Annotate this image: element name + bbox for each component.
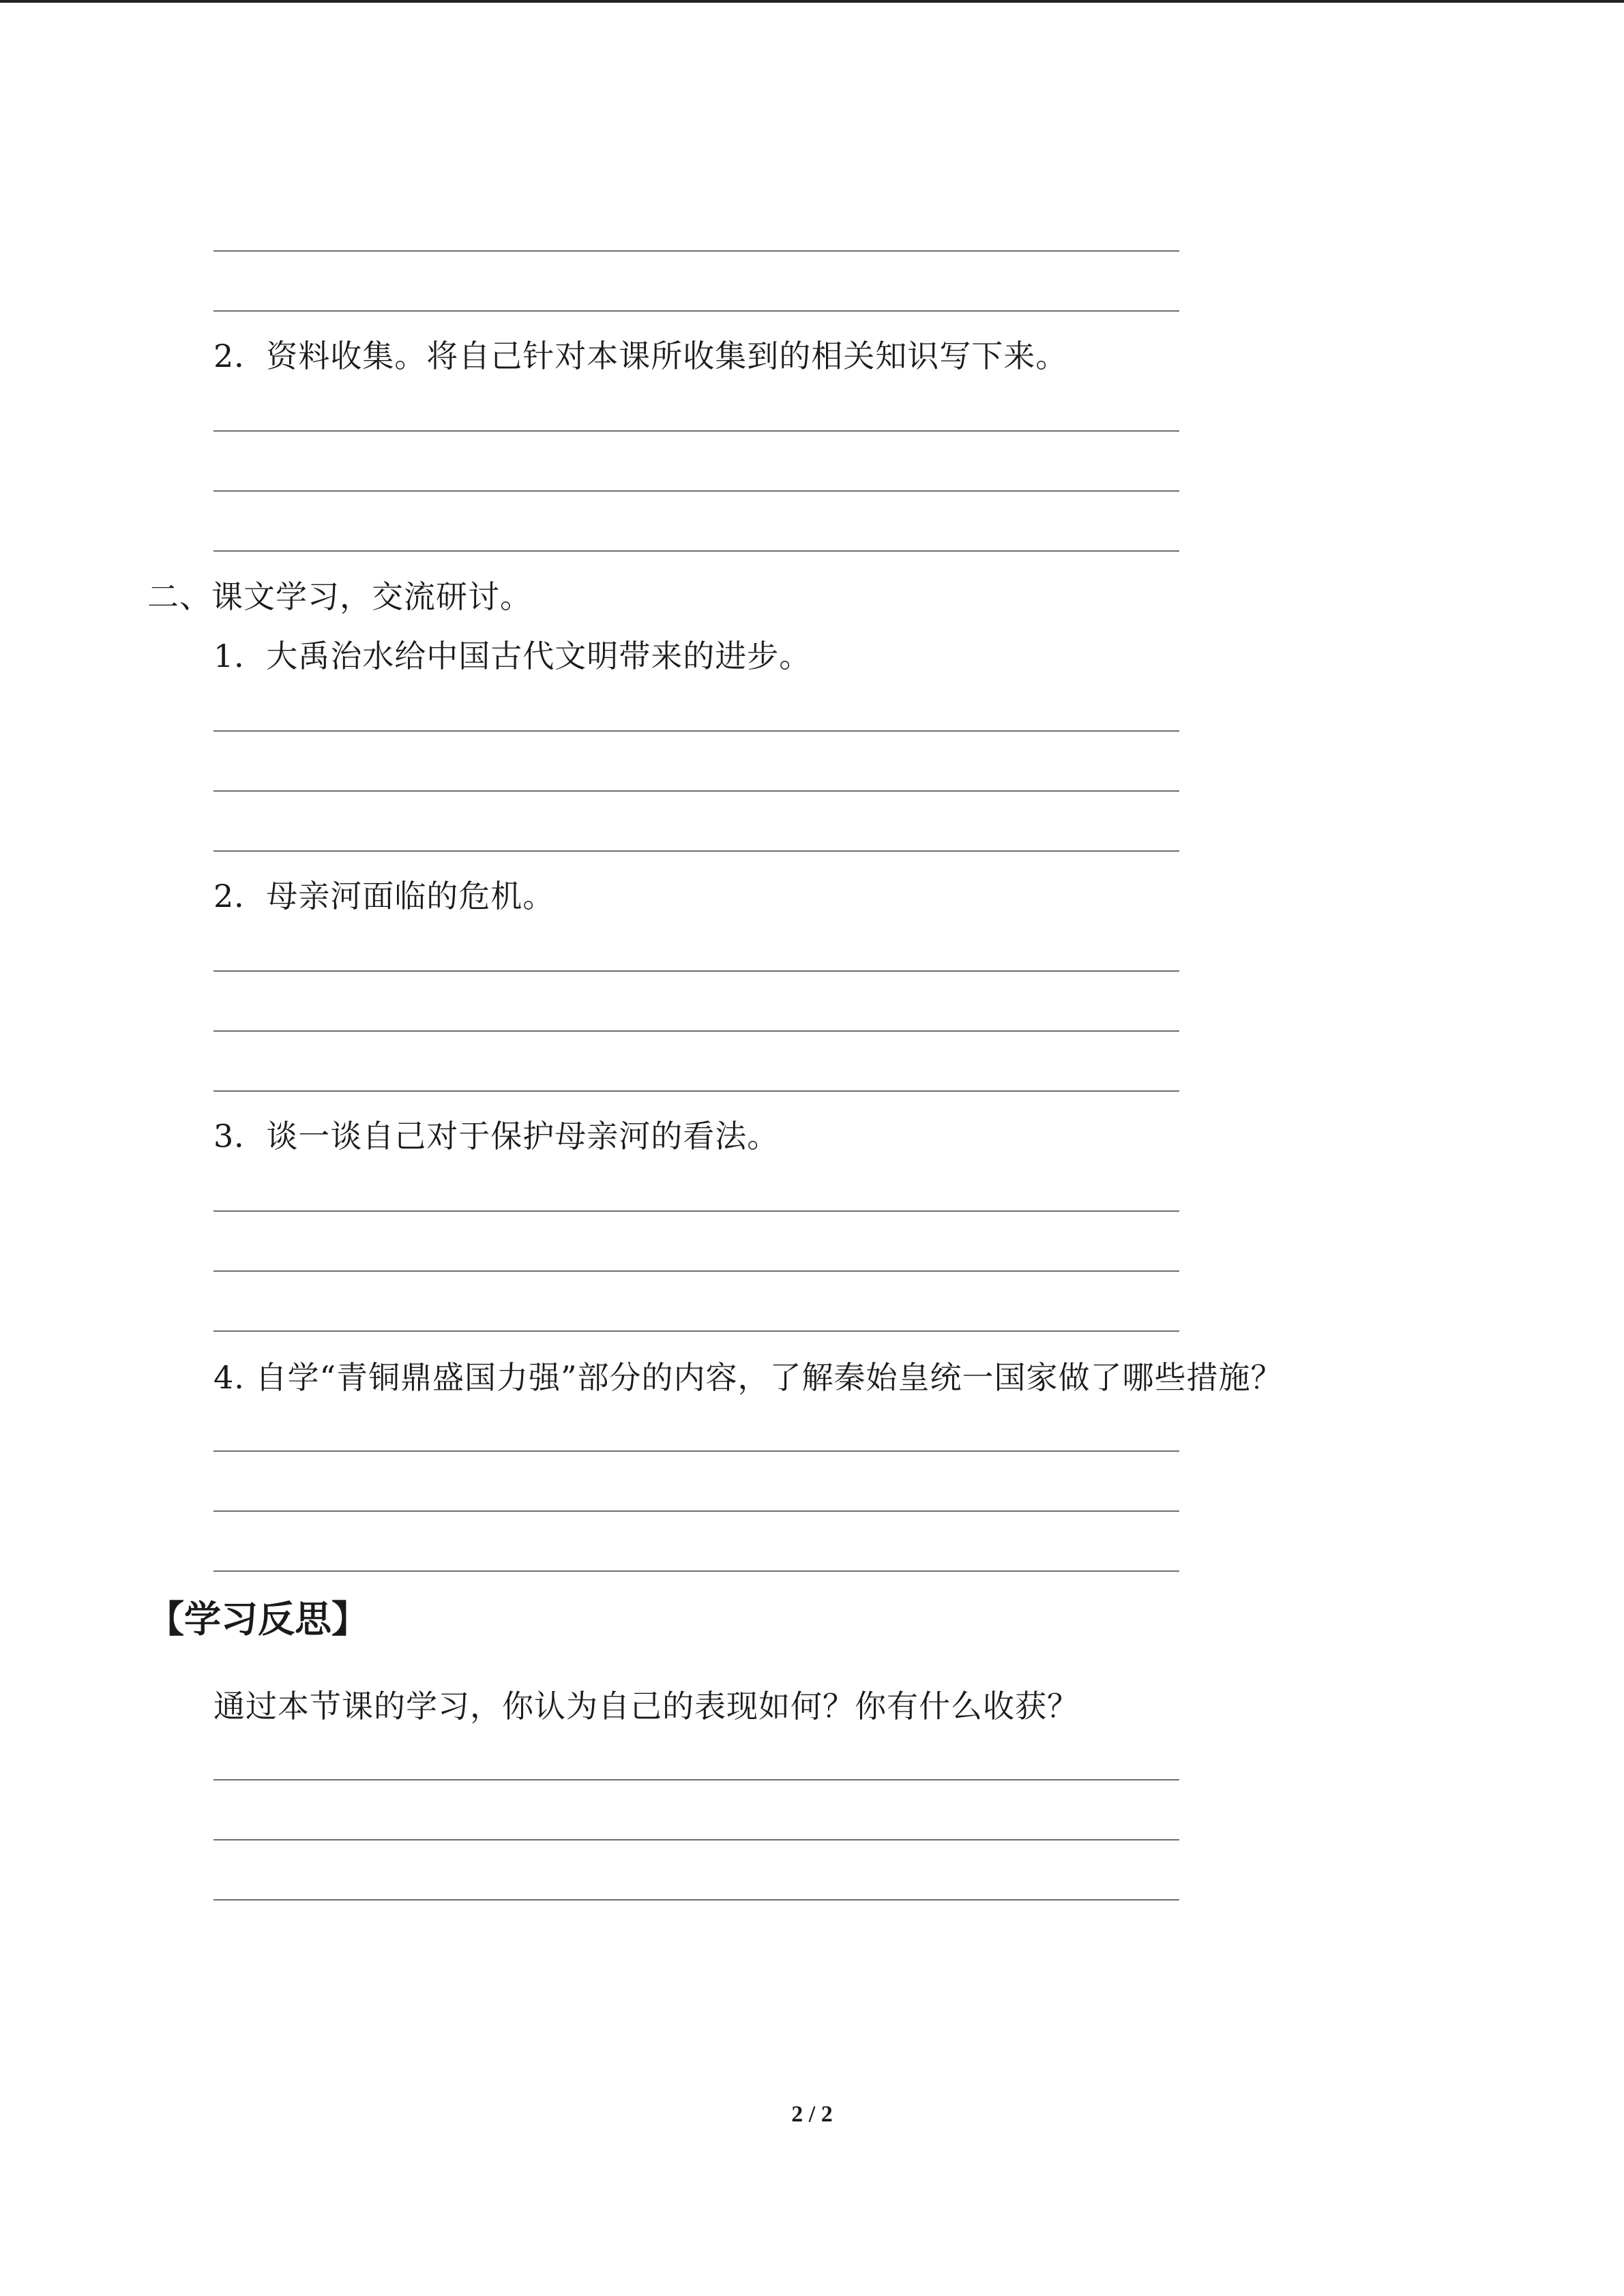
answer-line[interactable] bbox=[213, 1510, 1179, 1512]
answer-line[interactable] bbox=[213, 1330, 1179, 1332]
question-item-2: 2．资料收集。将自己针对本课所收集到的相关知识写下来。 bbox=[213, 338, 1068, 374]
answer-line[interactable] bbox=[213, 1030, 1179, 1032]
answer-line[interactable] bbox=[213, 430, 1179, 432]
question-item-2: 2．母亲河面临的危机。 bbox=[213, 878, 555, 914]
page-top-border bbox=[0, 0, 1624, 3]
answer-line[interactable] bbox=[213, 1090, 1179, 1092]
answer-line[interactable] bbox=[213, 1210, 1179, 1212]
answer-line[interactable] bbox=[213, 1270, 1179, 1272]
page-number: 2 / 2 bbox=[791, 2102, 833, 2127]
answer-line[interactable] bbox=[213, 1839, 1179, 1840]
answer-line[interactable] bbox=[213, 790, 1179, 792]
question-item-4: 4. 自学“青铜鼎盛国力强”部分的内容，了解秦始皇统一国家做了哪些措施？ bbox=[213, 1359, 1283, 1396]
answer-line[interactable] bbox=[213, 1450, 1179, 1452]
answer-line[interactable] bbox=[213, 1899, 1179, 1900]
answer-line[interactable] bbox=[213, 490, 1179, 492]
reflection-prompt: 通过本节课的学习，你认为自己的表现如何？你有什么收获？ bbox=[213, 1688, 1079, 1725]
question-item-3: 3．谈一谈自己对于保护母亲河的看法。 bbox=[213, 1118, 780, 1154]
answer-line[interactable] bbox=[213, 310, 1179, 312]
answer-line[interactable] bbox=[213, 550, 1179, 552]
answer-line[interactable] bbox=[213, 970, 1179, 972]
answer-line[interactable] bbox=[213, 730, 1179, 732]
answer-line[interactable] bbox=[213, 1779, 1179, 1780]
answer-line[interactable] bbox=[213, 1570, 1179, 1572]
answer-line[interactable] bbox=[213, 250, 1179, 252]
section-title: 二、课文学习，交流研讨。 bbox=[147, 578, 532, 615]
reflection-heading: 【学习反思】 bbox=[147, 1598, 368, 1641]
answer-line[interactable] bbox=[213, 850, 1179, 852]
question-item-1: 1．大禹治水给中国古代文明带来的进步。 bbox=[213, 638, 812, 674]
